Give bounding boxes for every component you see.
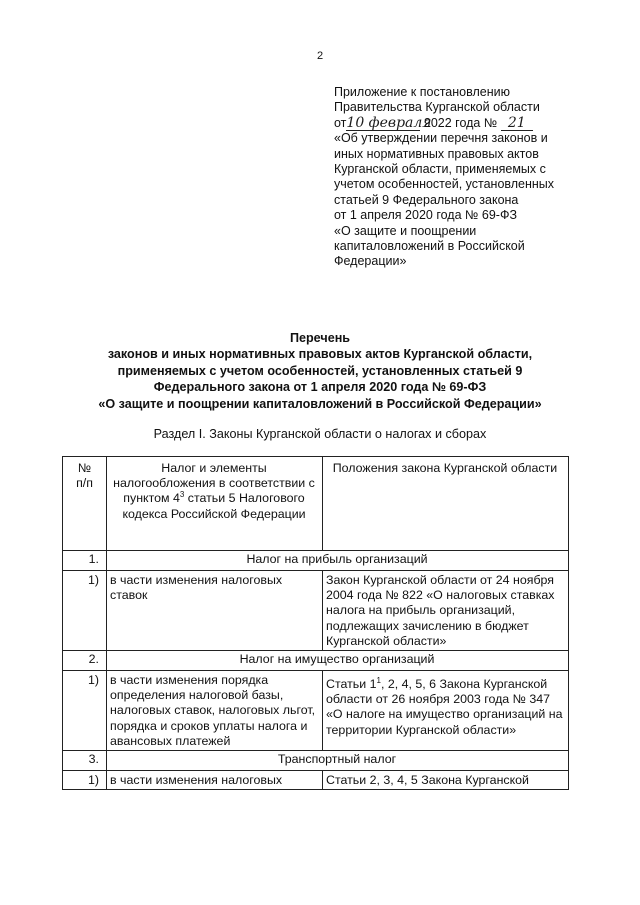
table-header-row	[63, 457, 569, 551]
row-law	[323, 671, 569, 751]
table-row	[63, 771, 569, 790]
row-law-text-tail: , 2, 4, 5, 6 Закона Курганской области от 26 ноября 2003 года № 347 «О налоге на имущество организаций на территории Курганской области»	[326, 677, 563, 737]
handwritten-number: 21	[501, 117, 533, 131]
row-law-text: Статьи 1	[326, 677, 377, 692]
row-element: в части изменения налоговых ставок	[107, 571, 323, 651]
appendix-line: от 1 апреля 2020 года № 69-ФЗ	[334, 208, 518, 223]
title-line: применяемых с учетом особенностей, установленных статьей 9	[117, 363, 523, 378]
section-number: 3.	[63, 751, 107, 771]
row-number: 1)	[63, 671, 107, 751]
appendix-line: Приложение к постановлению	[334, 85, 510, 99]
section-title: Налог на прибыль организаций	[107, 551, 569, 571]
title-line: «О защите и поощрении капиталовложений в Российской Федерации»	[98, 396, 542, 411]
appendix-line: Курганской области, применяемых с	[334, 162, 546, 177]
appendix-line: капиталовложений в Российской	[334, 239, 525, 254]
header-tax-tail: статьи 5 Налогового кодекса Российской Федерации	[122, 491, 306, 521]
page-number: 2	[316, 50, 324, 62]
header-tax-cell	[107, 457, 323, 551]
row-number: 1)	[63, 771, 107, 790]
document-title	[60, 330, 580, 412]
title-line: Перечень	[289, 331, 351, 345]
appendix-line: «О защите и поощрении	[334, 223, 477, 238]
table-row	[63, 571, 569, 651]
laws-table	[62, 456, 569, 790]
handwritten-date: 10 февраля	[346, 114, 432, 131]
section-row	[63, 651, 569, 671]
appendix-line: иных нормативных правовых актов	[334, 146, 539, 161]
section-row	[63, 751, 569, 771]
appendix-line: Федерации»	[334, 254, 407, 269]
section-title: Транспортный налог	[107, 751, 569, 771]
appendix-line: Правительства Курганской области	[334, 100, 540, 115]
header-tax-superscript: 3	[179, 490, 185, 500]
appendix-line: «Об утверждении перечня законов и	[334, 131, 548, 146]
section-number: 2.	[63, 651, 107, 671]
row-law	[323, 571, 569, 651]
row-law	[323, 771, 569, 790]
table-row	[63, 671, 569, 751]
section-row	[63, 551, 569, 571]
section-number: 1.	[63, 551, 107, 571]
section-title: Налог на имущество организаций	[107, 651, 569, 671]
title-line: законов и иных нормативных правовых актов Курганской области,	[107, 347, 533, 362]
header-tax-text: Налог и элементы налогообложения в соответствии с пунктом 4	[113, 461, 315, 506]
year-text: 2022 года №	[423, 115, 498, 130]
row-law-text: Статьи 2, 3, 4, 5 Закона Курганской	[326, 773, 529, 788]
row-law-text: Закон Курганской области от 24 ноября 2004 года № 822 «О налоговых ставках налога на прибыль организаций, подлежащих зачислению в бюджет Курганской области»	[326, 573, 555, 648]
row-law-superscript: 1	[376, 676, 381, 686]
header-number-label: №	[77, 461, 92, 475]
appendix-line: статьей 9 Федерального закона	[334, 192, 519, 207]
row-element: в части изменения налоговых	[107, 771, 323, 790]
header-law-cell: Положения закона Курганской области	[323, 457, 569, 551]
date-prefix: от	[334, 115, 347, 130]
appendix-block	[334, 85, 574, 270]
appendix-line: учетом особенностей, установленных	[334, 177, 555, 192]
section-heading: Раздел I. Законы Курганской области о налогах и сборах	[153, 427, 487, 441]
header-number-cell	[63, 457, 107, 551]
header-number-label: п/п	[76, 476, 93, 491]
row-element: в части изменения порядка определения налоговой базы, налоговых ставок, налоговых льгот, порядка и сроков уплаты налога и авансовых платежей	[107, 671, 323, 751]
title-line: Федерального закона от 1 апреля 2020 года № 69-ФЗ	[153, 380, 487, 395]
appendix-date-line	[334, 116, 574, 131]
row-number: 1)	[63, 571, 107, 651]
